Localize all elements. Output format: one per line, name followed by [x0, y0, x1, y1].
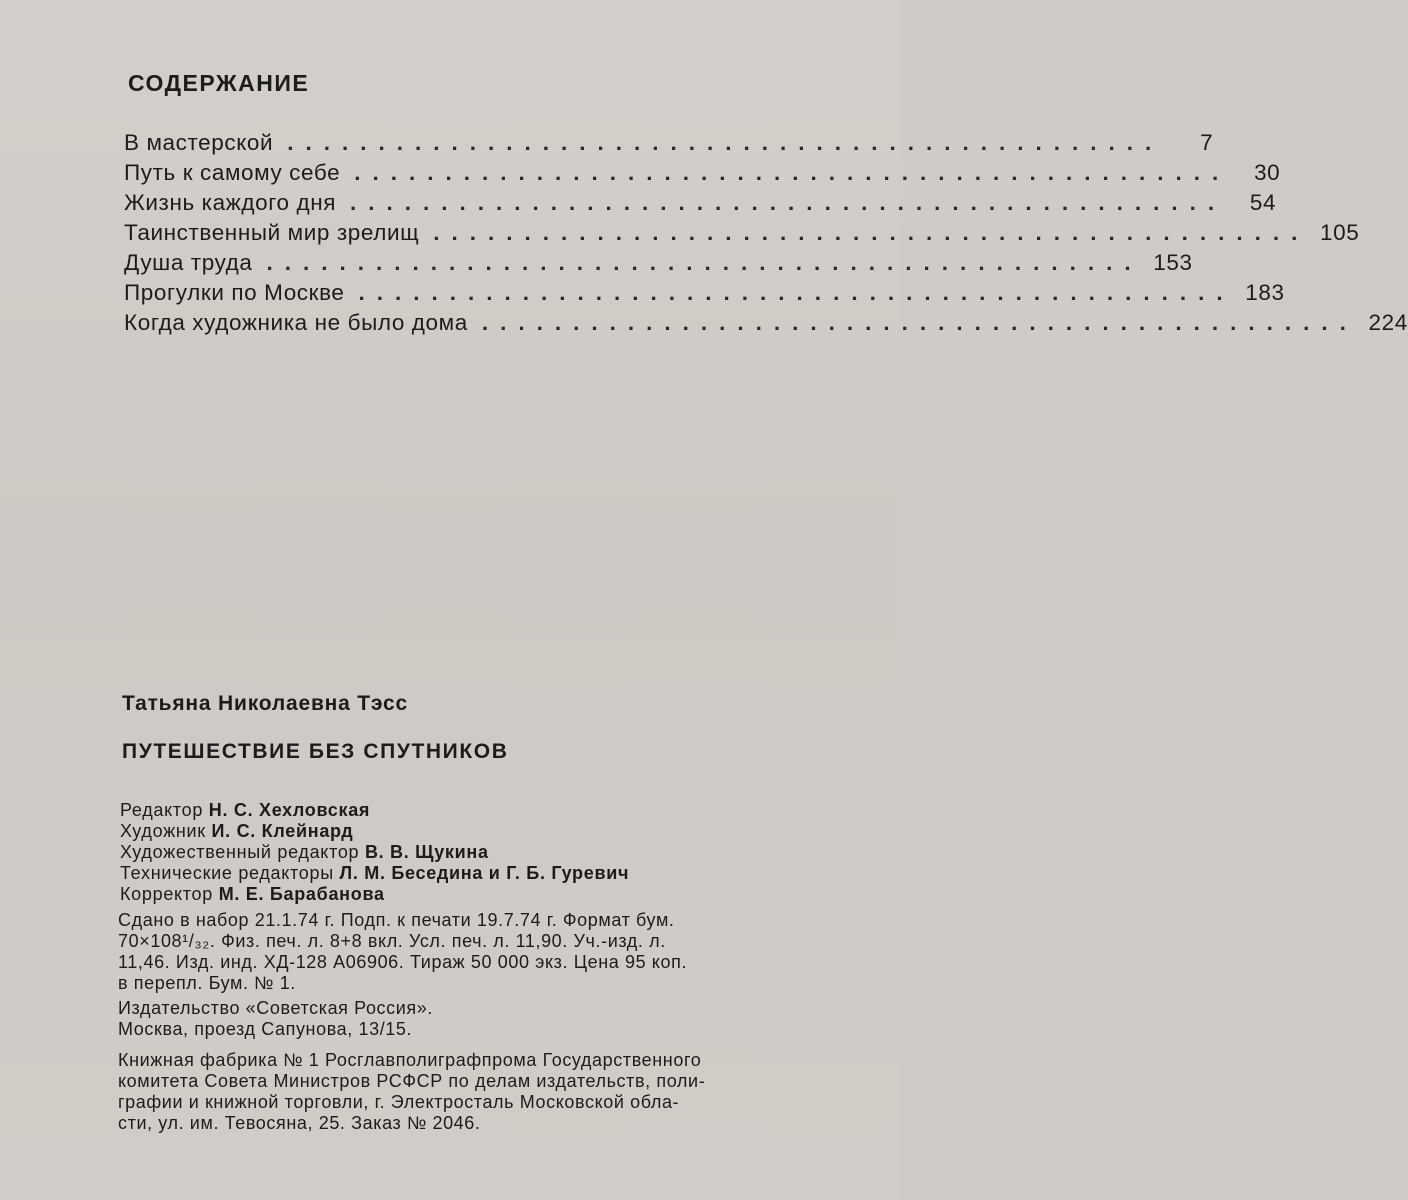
credit-name: В. В. Щукина [364, 842, 489, 862]
toc-entry-title: Путь к самому себе [124, 160, 341, 185]
publisher-info [118, 998, 794, 1040]
publication-line: Сдано в набор 21.1.74 г. Подп. к печати 19.7.74 г. Формат бум. [118, 910, 675, 930]
toc-leader-dots: ................................................ [358, 280, 1235, 305]
book-title: ПУТЕШЕСТВИЕ БЕЗ СПУТНИКОВ [122, 740, 509, 763]
credit-name: Н. С. Хехловская [208, 800, 371, 820]
toc-entry [124, 310, 1408, 340]
toc-leader-dots: ................................................ [433, 220, 1310, 245]
printer-line: сти, ул. им. Тевосяна, 25. Заказ № 2046. [118, 1113, 481, 1133]
credit-role: Редактор [120, 800, 204, 820]
credit-line [120, 842, 629, 863]
credit-line [120, 821, 629, 842]
publisher-line: Москва, проезд Сапунова, 13/15. [118, 1019, 413, 1039]
toc-entry-page: 105 [1319, 220, 1360, 245]
credit-line [120, 800, 629, 821]
credit-name: М. Е. Барабанова [218, 884, 385, 904]
publication-line: 11,46. Изд. инд. ХД-128 А06906. Тираж 50 000 экз. Цена 95 коп. [118, 952, 688, 972]
toc-entry-page: 30 [1254, 160, 1281, 185]
toc-entry-title: Жизнь каждого дня [124, 190, 337, 215]
toc-entry-title: Душа труда [124, 250, 253, 275]
credit-line [120, 884, 629, 905]
toc-entry [124, 160, 1281, 190]
toc-leader-dots: ................................................ [481, 310, 1358, 335]
credit-role: Корректор [120, 884, 213, 904]
credit-role: Технические редакторы [120, 863, 334, 883]
publication-line: 70×108¹/₃₂. Физ. печ. л. 8+8 вкл. Усл. печ. л. 11,90. Уч.-изд. л. [118, 931, 666, 951]
author-name: Татьяна Николаевна Тэсс [122, 692, 408, 715]
toc-entry [124, 250, 1193, 280]
credit-line [120, 863, 629, 884]
toc-leader-dots: ................................................ [287, 130, 1164, 155]
toc-entry-page: 224 [1368, 310, 1408, 335]
toc-entry-title: Когда художника не было дома [124, 310, 468, 335]
credit-role: Художественный редактор [120, 842, 360, 862]
toc-entry [124, 220, 1360, 250]
toc-entry-page: 153 [1153, 250, 1193, 275]
credit-role: Художник [120, 821, 206, 841]
toc-entry [124, 280, 1285, 310]
credits-list [120, 800, 629, 905]
printer-line: комитета Совета Министров РСФСР по делам издательств, поли- [118, 1071, 706, 1091]
toc-entry-page: 7 [1200, 130, 1214, 155]
toc-entry-title: В мастерской [124, 130, 274, 155]
toc-leader-dots: ................................................ [354, 160, 1231, 185]
printer-line: графии и книжной торговли, г. Электросталь Московской обла- [118, 1092, 680, 1112]
printer-line: Книжная фабрика № 1 Росглавполиграфпрома Государственного [118, 1050, 702, 1070]
publisher-line: Издательство «Советская Россия». [118, 998, 433, 1018]
toc-entry-page: 183 [1245, 280, 1285, 305]
toc-entry-title: Таинственный мир зрелищ [124, 220, 420, 245]
printer-info [118, 1050, 794, 1134]
toc-entry [124, 130, 1214, 160]
toc-entry-page: 54 [1249, 190, 1277, 215]
table-of-contents [124, 130, 1408, 340]
toc-leader-dots: ................................................ [266, 250, 1143, 275]
toc-entry [124, 190, 1277, 220]
credit-name: И. С. Клейнард [211, 821, 354, 841]
publication-details [118, 910, 794, 994]
toc-entry-title: Прогулки по Москве [124, 280, 345, 305]
credit-name: Л. М. Беседина и Г. Б. Гуревич [339, 863, 630, 883]
toc-heading: СОДЕРЖАНИЕ [128, 70, 310, 96]
toc-leader-dots: ................................................ [350, 190, 1227, 215]
publication-line: в перепл. Бум. № 1. [118, 973, 296, 993]
